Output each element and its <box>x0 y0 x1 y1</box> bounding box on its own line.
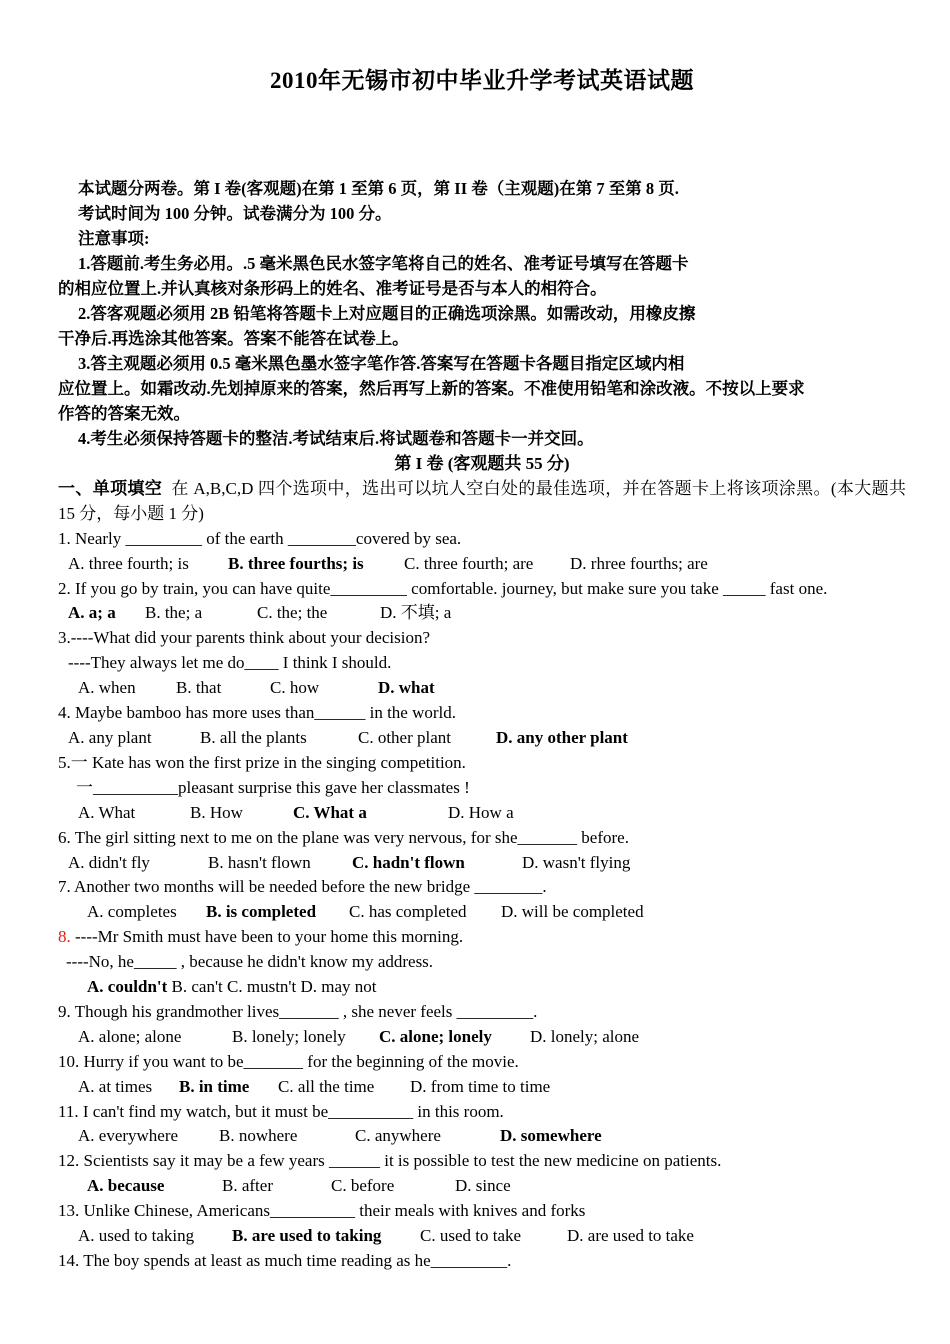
notice-item: 2.答客观题必须用 2B 铅笔将答题卡上对应题目的正确选项涂黑。如需改动，用橡皮擦 <box>78 304 696 323</box>
notice-line: 考试时间为 100 分钟。试卷满分为 100 分。 <box>78 204 392 223</box>
option: B. the; a <box>145 603 203 623</box>
option-answer: B. is completed <box>206 902 317 922</box>
option: A. completes <box>87 902 177 922</box>
notice-item: 作答的答案无效。 <box>58 404 190 423</box>
question-12: 12. Scientists say it may be a few years ______ it is possible to test the new medicine on patients. <box>58 1151 722 1171</box>
option: B. How <box>190 802 243 822</box>
option: A. didn't fly <box>68 852 150 872</box>
notice-item: 应位置上。如霜改动.先划掉原来的答案，然后再写上新的答案。不准使用铅笔和涂改液。不按以上要求 <box>58 379 805 398</box>
question-5-reply: 一__________pleasant surprise this gave her classmates ! <box>76 777 470 797</box>
option-answer: A. because <box>87 1176 165 1196</box>
option: A. What <box>78 802 136 822</box>
option-answer: B. three fourths; is <box>228 553 364 573</box>
question-8-options <box>58 975 906 1000</box>
question-8 <box>58 925 906 950</box>
question-13-options <box>58 1224 906 1249</box>
question-4: 4. Maybe bamboo has more uses than______ in the world. <box>58 703 457 723</box>
option: D. are used to take <box>567 1226 694 1246</box>
notice-item: 干净后.再选涂其他答案。答案不能答在试卷上。 <box>58 329 409 348</box>
question-8-number: 8. <box>58 927 71 947</box>
section-instructions <box>58 477 906 527</box>
option: A. used to taking <box>78 1226 195 1246</box>
option-answer: C. alone; lonely <box>379 1026 492 1046</box>
option-answer: C. hadn't flown <box>352 852 465 872</box>
option: D. from time to time <box>410 1076 551 1096</box>
option: C. the; the <box>257 603 328 623</box>
option: C. how <box>270 678 320 698</box>
question-9: 9. Though his grandmother lives_______ , she never feels _________. <box>58 1001 538 1021</box>
question-10-options <box>58 1075 906 1100</box>
option-answer: B. in time <box>179 1076 250 1096</box>
question-8-text: ----Mr Smith must have been to your home this morning. <box>70 927 464 947</box>
question-section <box>58 453 906 1274</box>
option: C. three fourth; are <box>404 553 534 573</box>
question-7: 7. Another two months will be needed before the new bridge ________. <box>58 877 547 897</box>
option: A. when <box>78 678 136 698</box>
option: D. wasn't flying <box>522 852 631 872</box>
section-heading: 一、单项填空 <box>58 478 163 498</box>
option-answer: A. couldn't <box>87 977 168 997</box>
option: B. hasn't flown <box>208 852 311 872</box>
question-2-options <box>58 601 906 626</box>
option: C. has completed <box>349 902 467 922</box>
question-5: 5.一 Kate has won the first prize in the singing competition. <box>58 752 466 772</box>
question-14: 14. The boy spends at least as much time reading as he_________. <box>58 1251 512 1270</box>
option: C. other plant <box>358 727 452 747</box>
option: A. three fourth; is <box>68 553 189 573</box>
option: D. lonely; alone <box>530 1026 640 1046</box>
option: D. since <box>455 1176 511 1196</box>
option-answer: A. a; a <box>68 603 116 623</box>
option-answer: B. are used to taking <box>232 1226 382 1246</box>
question-8-reply: ----No, he_____ , because he didn't know my address. <box>66 952 434 972</box>
notice-item: 3.答主观题必须用 0.5 毫米黑色墨水签字笔作答.答案写在答题卡各题目指定区域内相 <box>78 354 685 373</box>
question-1: 1. Nearly _________ of the earth ________covered by sea. <box>58 528 462 548</box>
option: B. that <box>176 678 222 698</box>
option: D. rhree fourths; are <box>570 553 708 573</box>
question-3: 3.----What did your parents think about your decision? <box>58 628 431 648</box>
notice-item: 1.答题前.考生务必用。.5 毫米黑色民水签字笔将自己的姓名、准考证号填写在答题卡 <box>78 254 689 273</box>
option: A. at times <box>78 1076 153 1096</box>
option: C. before <box>331 1176 395 1196</box>
question-3-options <box>58 676 906 701</box>
option-answer: C. What a <box>293 802 367 822</box>
option: B. after <box>222 1176 273 1196</box>
option: B. lonely; lonely <box>232 1026 346 1046</box>
option: C. anywhere <box>355 1126 441 1146</box>
question-11-options <box>58 1124 906 1149</box>
option: C. used to take <box>420 1226 522 1246</box>
option: D. 不填; a <box>380 603 452 623</box>
option: A. any plant <box>68 727 152 747</box>
part-title: 第 I 卷 (客观题共 55 分) <box>394 454 570 473</box>
question-12-options <box>58 1174 906 1199</box>
option: A. everywhere <box>78 1126 179 1146</box>
option: D. How a <box>448 802 514 822</box>
option: C. all the time <box>278 1076 375 1096</box>
section-instructions-text: 在 A,B,C,D 四个选项中，选出可以坑人空白处的最佳选项，并在答题卡上将该项涂黑。(本大题共 15 分，每小题 1 分) <box>58 478 907 523</box>
option: A. alone; alone <box>78 1026 182 1046</box>
notice-line: 本试题分两卷。第 I 卷(客观题)在第 1 至第 6 页，第 II 卷（主观题)在第 7 至第 8 页. <box>78 179 679 198</box>
option: B. can't C. mustn't D. may not <box>167 977 377 997</box>
notice-item: 4.考生必须保持答题卡的整洁.考试结束后.将试题卷和答题卡一并交回。 <box>78 429 594 448</box>
question-5-options <box>58 801 906 826</box>
question-4-options <box>58 726 906 751</box>
option: D. will be completed <box>501 902 644 922</box>
question-11: 11. I can't find my watch, but it must be__________ in this room. <box>58 1101 504 1121</box>
question-6-options <box>58 851 906 876</box>
option-answer: D. any other plant <box>496 727 628 747</box>
notice-line: 注意事项: <box>78 229 150 248</box>
question-7-options <box>58 900 906 925</box>
question-13: 13. Unlike Chinese, Americans__________ their meals with knives and forks <box>58 1201 586 1221</box>
exam-notice <box>58 176 906 451</box>
question-10: 10. Hurry if you want to be_______ for the beginning of the movie. <box>58 1051 519 1071</box>
option: B. all the plants <box>200 727 307 747</box>
option: B. nowhere <box>219 1126 298 1146</box>
notice-item: 的相应位置上.并认真核对条形码上的姓名、准考证号是否与本人的相符合。 <box>58 279 607 298</box>
question-6: 6. The girl sitting next to me on the plane was very nervous, for she_______ before. <box>58 827 629 847</box>
option-answer: D. somewhere <box>500 1126 602 1146</box>
question-1-options <box>58 552 906 577</box>
question-2: 2. If you go by train, you can have quite_________ comfortable. journey, but make sure you take _____ fast one. <box>58 578 828 598</box>
page-title: 2010年无锡市初中毕业升学考试英语试题 <box>270 68 694 93</box>
option-answer: D. what <box>378 678 435 698</box>
question-9-options <box>58 1025 906 1050</box>
question-3-reply: ----They always let me do____ I think I should. <box>68 653 392 673</box>
